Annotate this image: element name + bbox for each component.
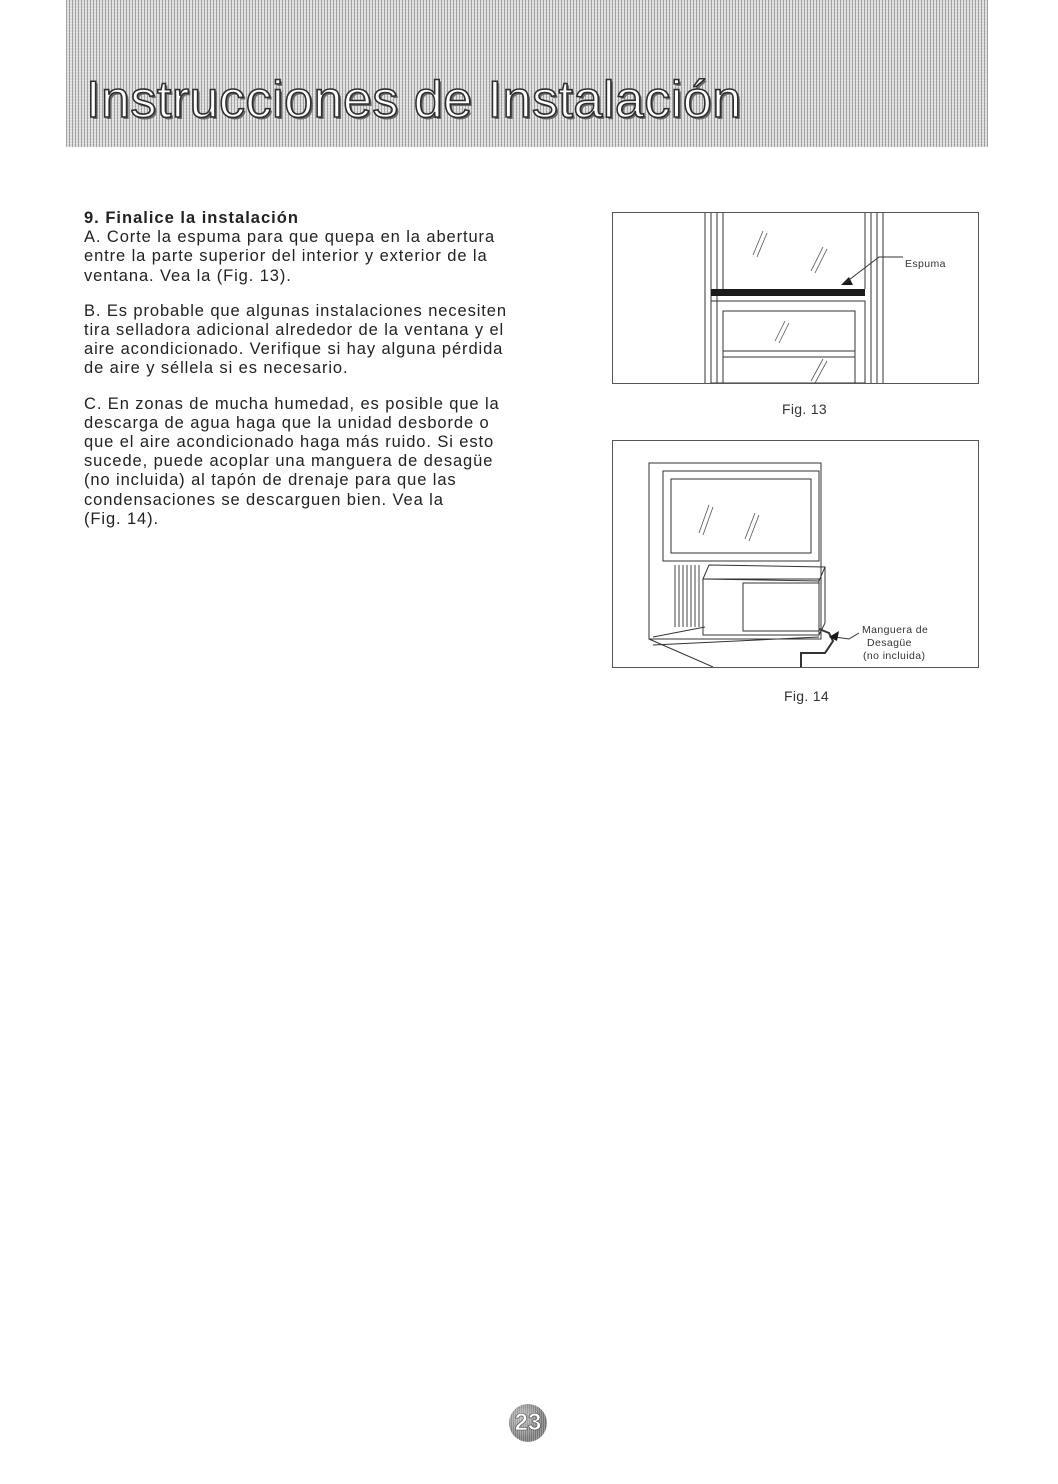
hose-callout-line-1: Manguera de — [862, 624, 929, 636]
paragraph-a: A. Corte la espuma para que quepa en la abertura entre la parte superior del interior y exterior de la ventana. Vea la (Fig. 13). — [84, 228, 496, 285]
section-heading: 9. Finalice la instalación — [84, 209, 299, 227]
figure-13 — [612, 212, 979, 384]
paragraph-c: C. En zonas de mucha humedad, es posible que la descarga de agua haga que la unidad desborde o que el aire acondicionado haga más ruido. Si esto sucede, puede acoplar una manguera de desagüe (no incluida) al tapón de drenaje para que las condensaciones se descarguen bien. Vea la (Fig. 14). — [84, 394, 500, 528]
figure-14-caption: Fig. 14 — [784, 688, 829, 704]
window-foam-illustration — [613, 213, 978, 383]
figure-14 — [612, 440, 979, 668]
instructions-text — [84, 209, 554, 545]
figure-13-caption: Fig. 13 — [782, 401, 827, 417]
paragraph-b: B. Es probable que algunas instalaciones necesiten tira selladora adicional alrededor de la ventana y el aire acondicionado. Verifique si hay alguna pérdida de aire y séllela si es necesario. — [84, 301, 507, 378]
hose-callout-line-2: Desagüe — [867, 637, 912, 649]
hose-callout-line-3: (no incluida) — [863, 650, 926, 662]
page-title: Instrucciones de Instalación — [86, 71, 742, 129]
header-banner — [66, 0, 988, 147]
foam-callout: Espuma — [905, 258, 946, 270]
page-number-badge: 23 — [509, 1404, 547, 1442]
